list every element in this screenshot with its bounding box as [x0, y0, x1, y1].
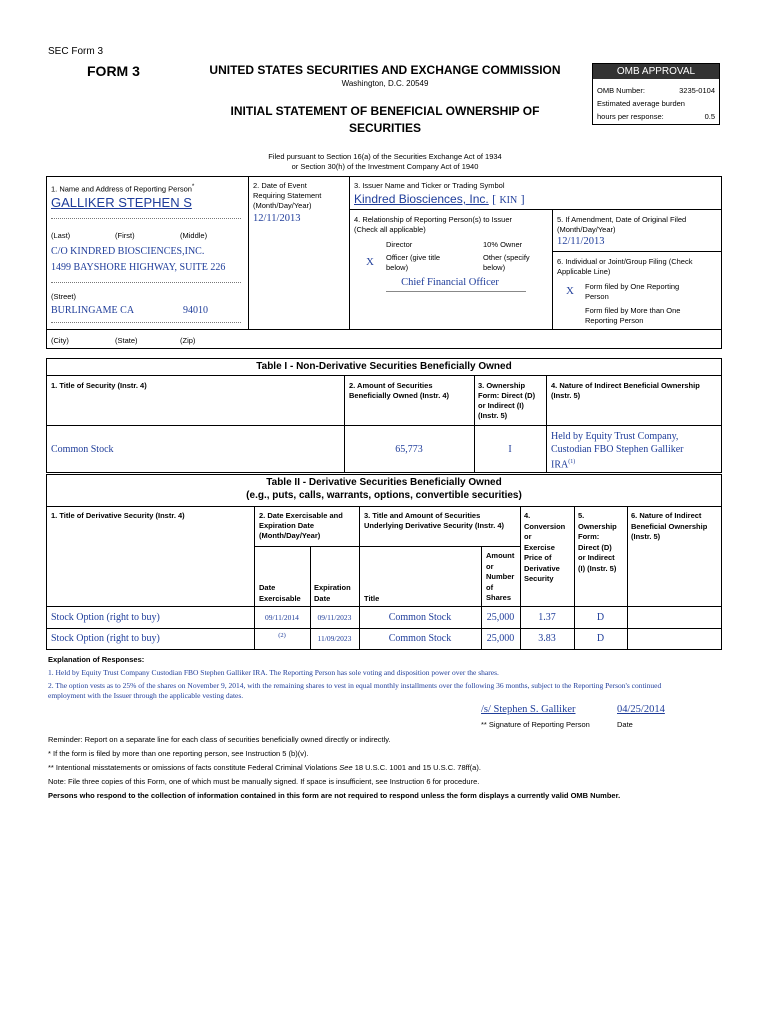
filing-one-person-line2: Person — [585, 292, 609, 301]
omb-hours-label: hours per response: — [597, 112, 664, 121]
file-copies-note: Note: File three copies of this Form, one of which must be manually signed. If space is insufficient, see Instruction 6 for procedure. — [48, 777, 480, 786]
first-name-label: (First) — [115, 231, 135, 240]
table-2-row2-shares: 25,000 — [486, 633, 515, 644]
table-2-title-line2: (e.g., puts, calls, warrants, options, convertible securities) — [246, 490, 522, 501]
multiple-persons-note: * If the form is filed by more than one reporting person, see Instruction 5 (b)(v). — [48, 749, 309, 758]
filing-one-person-line1[interactable]: Form filed by One Reporting — [585, 282, 680, 291]
table-2-header-dates-line2: Expiration Date — [259, 521, 315, 530]
reporting-person-name[interactable]: GALLIKER STEPHEN S — [51, 195, 192, 210]
table-1-header-nature-line2: (Instr. 5) — [551, 391, 581, 400]
filed-pursuant-line2: or Section 30(h) of the Investment Company Act of 1940 — [291, 162, 479, 171]
city-state-value: BURLINGAME CA — [51, 305, 135, 316]
table-1-title: Table I - Non-Derivative Securities Beneficially Owned — [256, 361, 512, 372]
omb-hours-value: 0.5 — [704, 112, 715, 121]
address-line2: 1499 BAYSHORE HIGHWAY, SUITE 226 — [51, 262, 226, 273]
omb-number-value: 3235-0104 — [679, 86, 715, 95]
table-2-row2-exercisable: (2) — [278, 632, 286, 639]
signature-date-label: Date — [617, 720, 633, 729]
event-date-label3: (Month/Day/Year) — [253, 201, 312, 210]
table-2-row1-expiration: 09/11/2023 — [317, 613, 352, 622]
table-2-header-nature: 6. Nature of Indirect Beneficial Ownership (Instr. 5) — [631, 511, 708, 541]
zip-value: 94010 — [183, 305, 208, 316]
event-date-label2: Requiring Statement — [253, 191, 322, 200]
signature-date: 04/25/2014 — [617, 704, 665, 715]
table-2-header-dates-line1: 2. Date Exercisable and — [259, 511, 343, 520]
table-2-row2-title: Common Stock — [388, 633, 452, 644]
explanation-note-2-line1: 2. The option vests as to 25% of the shares on November 9, 2014, with the remaining shares to vest in equal monthly installments over the following 36 months, subject to the Reporting Person's continued — [48, 681, 662, 690]
table-2-row2-security: Stock Option (right to buy) — [51, 633, 160, 644]
agency-city: Washington, D.C. 20549 — [341, 79, 429, 88]
table-1-header-amount-line2: Beneficially Owned (Instr. 4) — [349, 391, 450, 400]
city-label: (City) — [51, 336, 69, 345]
issuer-name[interactable]: Kindred Biosciences, Inc. [ KIN ] — [354, 192, 525, 206]
table-2-subheader-expiration: Expiration Date — [314, 583, 351, 603]
table-2-title-line1: Table II - Derivative Securities Beneficially Owned — [266, 477, 502, 488]
omb-notice: Persons who respond to the collection of information contained in this form are not required to respond unless the form displays a currently valid OMB Number. — [48, 791, 621, 800]
table-2-row1-security: Stock Option (right to buy) — [51, 612, 160, 623]
event-date-label1: 2. Date of Event — [253, 181, 307, 190]
officer-checkmark[interactable]: X — [366, 256, 374, 268]
street-label: (Street) — [51, 292, 77, 301]
filing-type-label2: Applicable Line) — [557, 267, 611, 276]
filing-one-person-checkmark[interactable]: X — [566, 285, 574, 297]
omb-number-label: OMB Number: — [597, 86, 645, 95]
filed-pursuant-line1: Filed pursuant to Section 16(a) of the Securities Exchange Act of 1934 — [268, 152, 502, 161]
table-2-row2-form: D — [596, 633, 605, 644]
middle-name-label: (Middle) — [180, 231, 208, 240]
last-name-label: (Last) — [51, 231, 71, 240]
signature-label: ** Signature of Reporting Person — [481, 720, 590, 729]
sec-form-label: SEC Form 3 — [48, 46, 104, 57]
filing-type-label1: 6. Individual or Joint/Group Filing (Check — [557, 257, 693, 266]
table-1-row-security: Common Stock — [51, 444, 114, 455]
table-1-header-form-line3: or Indirect (I) — [478, 401, 524, 410]
event-date-value: 12/11/2013 — [253, 213, 301, 224]
explanation-note-1: 1. Held by Equity Trust Company Custodian FBO Stephen Galliker IRA. The Reporting Person has sole voting and disposition power over the shares. — [48, 668, 499, 677]
ten-percent-owner-option[interactable]: 10% Owner — [483, 240, 523, 249]
other-option-line1[interactable]: Other (specify — [483, 253, 530, 262]
amendment-label1: 5. If Amendment, Date of Original Filed — [557, 215, 687, 224]
table-2-header-underlying-line2: Underlying Derivative Security (Instr. 4) — [364, 521, 505, 530]
filing-multiple-persons-line1[interactable]: Form filed by More than One — [585, 306, 681, 315]
other-option-line2: below) — [483, 263, 506, 272]
table-1-header-title: 1. Title of Security (Instr. 4) — [51, 381, 147, 390]
table-2-header-ownership: 5. Ownership Form: Direct (D) or Indirect (I) (Instr. 5) — [578, 511, 617, 573]
table-2-row1-form: D — [596, 612, 605, 623]
table-1-header-form-line4: (Instr. 5) — [478, 411, 508, 420]
statement-title-line2: SECURITIES — [348, 121, 421, 135]
table-2-header-underlying-line1: 3. Title and Amount of Securities — [364, 511, 481, 520]
table-1-header-form-line2: Form: Direct (D) — [478, 391, 536, 400]
officer-option-line1[interactable]: Officer (give title — [386, 253, 441, 262]
issuer-label: 3. Issuer Name and Ticker or Trading Symbol — [354, 181, 505, 190]
table-1-header-form-line1: 3. Ownership — [478, 381, 526, 390]
table-2-subheader-date-exercisable: Date Exercisable — [259, 583, 301, 603]
statement-title-line1: INITIAL STATEMENT OF BENEFICIAL OWNERSHIP OF — [230, 104, 540, 118]
table-2-subheader-title: Title — [364, 594, 380, 603]
table-2-header-title: 1. Title of Derivative Security (Instr. 4) — [51, 511, 185, 520]
table-1-row-form: I — [508, 444, 512, 455]
table-1-row-amount: 65,773 — [395, 444, 423, 455]
zip-label: (Zip) — [180, 336, 196, 345]
reminder-text: Reminder: Report on a separate line for each class of securities beneficially owned directly or indirectly. — [48, 735, 391, 744]
explanation-note-2-line2: employment with the Issuer through the applicable vesting dates. — [48, 691, 244, 700]
table-2-row1-shares: 25,000 — [486, 612, 515, 623]
table-2-subheader-amount: Amount or Number of Shares — [486, 551, 515, 602]
table-1-header-amount-line1: 2. Amount of Securities — [349, 381, 433, 390]
relationship-label2: (Check all applicable) — [354, 225, 426, 234]
table-2-row1-price: 1.37 — [538, 612, 556, 623]
omb-approval-title: OMB APPROVAL — [593, 64, 719, 79]
address-line1: C/O KINDRED BIOSCIENCES,INC. — [51, 246, 205, 257]
director-option[interactable]: Director — [386, 240, 413, 249]
officer-option-line2: below) — [386, 263, 409, 272]
intentional-misstatements-note: ** Intentional misstatements or omissions of facts constitute Federal Criminal Violations See 18 U.S.C. 1001 and 15 U.S.C. 78ff(a). — [48, 763, 481, 772]
table-2-header-dates-line3: (Month/Day/Year) — [259, 531, 321, 540]
table-1-row-nature: Held by Equity Trust Company, Custodian FBO Stephen Galliker IRA$^{(1)}$ — [551, 431, 684, 471]
filing-multiple-persons-line2: Reporting Person — [585, 316, 644, 325]
state-label: (State) — [115, 336, 138, 345]
signature-name: /s/ Stephen S. Galliker — [481, 704, 576, 715]
table-2-row2-price: 3.83 — [538, 633, 556, 644]
omb-burden-label: Estimated average burden — [597, 99, 685, 108]
explanation-title: Explanation of Responses: — [48, 655, 145, 664]
form-title: FORM 3 — [87, 63, 140, 79]
amendment-label2: (Month/Day/Year) — [557, 225, 616, 234]
table-2-header-conversion: 4. Conversion or Exercise Price of Derivative Security — [524, 511, 566, 583]
table-2-row2-expiration: 11/09/2023 — [317, 634, 352, 643]
amendment-date-value: 12/11/2013 — [557, 236, 605, 247]
relationship-label1: 4. Relationship of Reporting Person(s) to Issuer — [354, 215, 512, 224]
agency-name: UNITED STATES SECURITIES AND EXCHANGE COMMISSION — [209, 63, 561, 77]
officer-title-value: Chief Financial Officer — [401, 277, 499, 288]
table-1-header-nature-line1: 4. Nature of Indirect Beneficial Ownership — [551, 381, 700, 390]
table-2-row1-exercisable: 09/11/2014 — [265, 613, 299, 622]
reporting-person-label: 1. Name and Address of Reporting Person* — [51, 183, 195, 194]
table-2-row1-title: Common Stock — [388, 612, 452, 623]
